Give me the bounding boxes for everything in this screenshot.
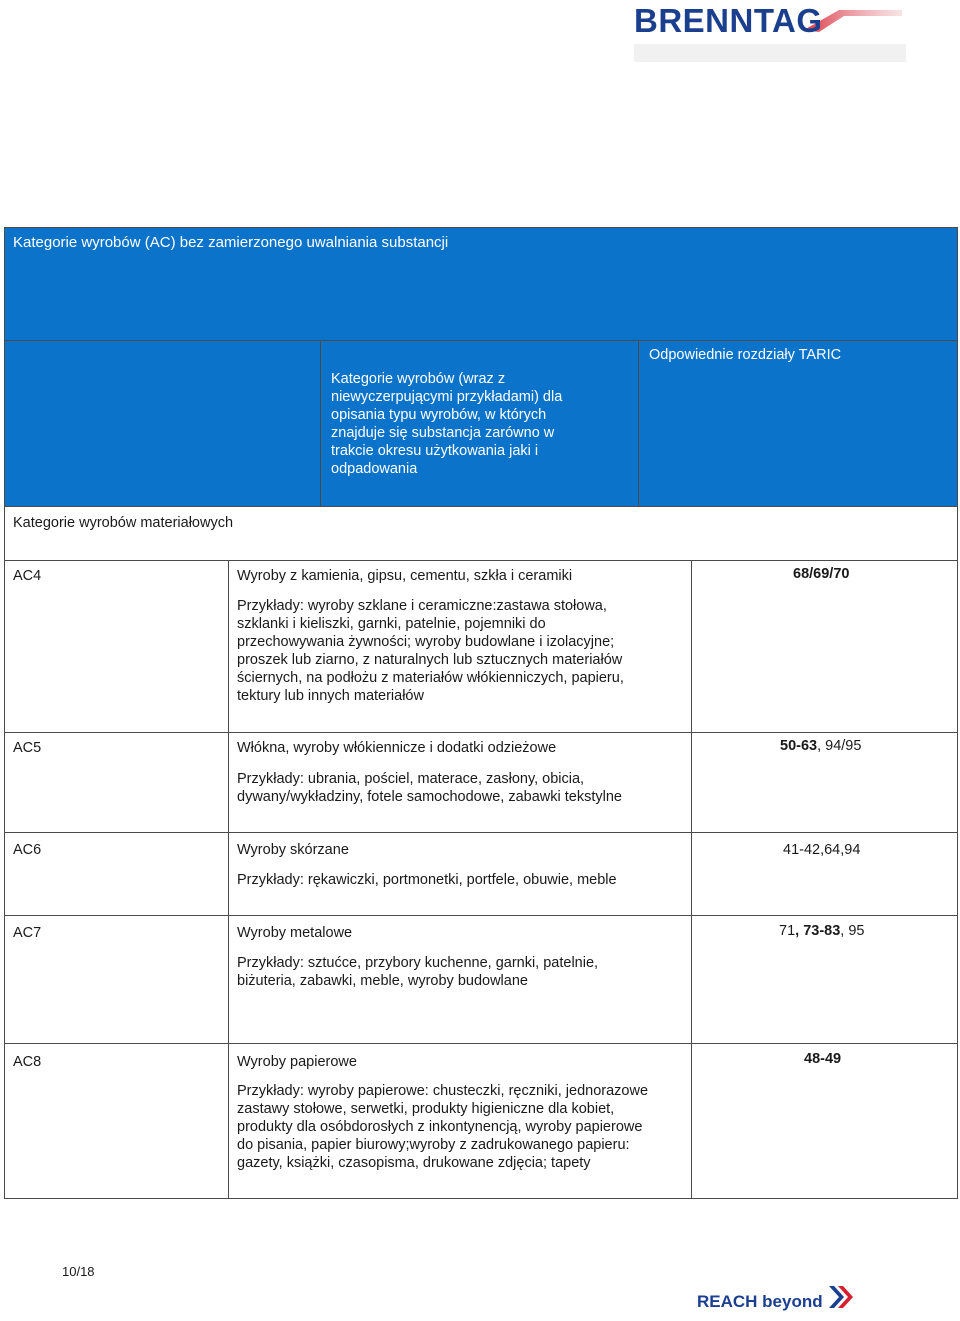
- section-label: Kategorie wyrobów materiałowych: [13, 515, 234, 531]
- row-taric: 71, 73-83, 95: [779, 923, 865, 939]
- row-taric: 41-42,64,94: [783, 842, 861, 858]
- row-taric: 68/69/70: [793, 566, 850, 582]
- header-blank-cell: [5, 341, 320, 506]
- row-code: AC8: [13, 1054, 42, 1070]
- row-taric: 48-49: [804, 1051, 842, 1067]
- table-title: Kategorie wyrobów (AC) bez zamierzonego uwalniania substancji: [13, 234, 449, 251]
- column-header-taric: Odpowiednie rozdziały TARIC: [649, 347, 842, 363]
- row-name: Wyroby skórzane: [237, 842, 349, 858]
- double-chevron-icon: [827, 1282, 855, 1312]
- row-examples: Przykłady: rękawiczki, portmonetki, portfele, obuwie, meble: [237, 872, 617, 888]
- reach-logo-text: REACH beyond: [697, 1292, 823, 1311]
- row-code: AC4: [13, 568, 42, 584]
- row-name: Wyroby papierowe: [237, 1054, 357, 1070]
- row-name: Wyroby z kamienia, gipsu, cementu, szkła i ceramiki: [237, 568, 573, 584]
- reach-beyond-logo: [697, 1280, 857, 1316]
- row-code: AC7: [13, 925, 42, 941]
- brenntag-logo: [634, 2, 906, 62]
- page-number: 10/18: [62, 1264, 95, 1279]
- row-name: Wyroby metalowe: [237, 925, 353, 941]
- row-code: AC5: [13, 740, 42, 756]
- header-taric-cell: [639, 341, 957, 506]
- brenntag-logo-text: BRENNTAG: [634, 2, 823, 39]
- row-taric: 50-63, 94/95: [780, 738, 862, 754]
- row-code: AC6: [13, 842, 42, 858]
- row-name: Włókna, wyroby włókiennicze i dodatki odzieżowe: [237, 740, 557, 756]
